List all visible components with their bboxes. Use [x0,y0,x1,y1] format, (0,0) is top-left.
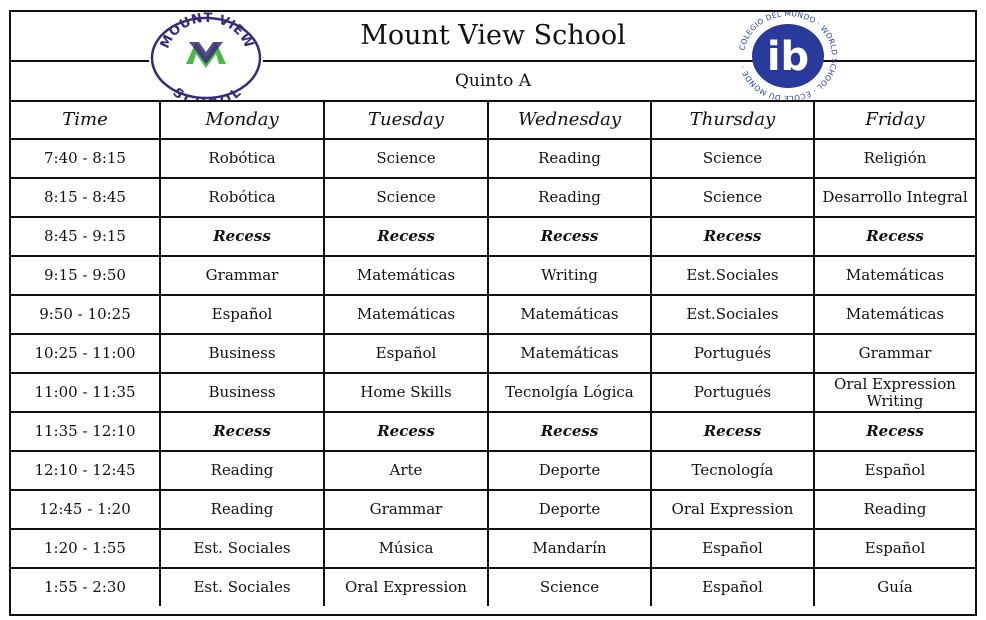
table-row [11,451,975,490]
recess-cell: Recess [488,412,651,451]
subject-cell: Portugués [651,373,814,412]
time-cell: 9:50 - 10:25 [11,295,160,334]
recess-cell: Recess [651,412,814,451]
subject-cell: Reading [488,139,651,178]
table-row [11,490,975,529]
time-cell: 8:45 - 9:15 [11,217,160,256]
subject-cell: Tecnología [651,451,814,490]
recess-cell: Recess [160,217,324,256]
subject-cell: Matemáticas [814,256,975,295]
recess-cell: Recess [814,217,975,256]
subject-cell: Est.Sociales [651,256,814,295]
subject-cell: Español [324,334,488,373]
subject-cell: Guía [814,568,975,606]
subject-cell: Grammar [814,334,975,373]
time-cell: 1:55 - 2:30 [11,568,160,606]
ib-world-school-logo [721,12,855,100]
recess-cell: Recess [324,412,488,451]
subject-cell: Matemáticas [488,334,651,373]
subject-cell: Grammar [160,256,324,295]
subject-cell: Science [651,178,814,217]
recess-cell: Recess [651,217,814,256]
timetable [11,100,975,606]
subject-cell: Matemáticas [324,256,488,295]
ib-mark: ib [766,34,810,80]
subject-cell: Science [324,139,488,178]
header-tuesday: Tuesday [324,100,488,139]
subject-cell: Mandarín [488,529,651,568]
table-row [11,529,975,568]
subject-cell: Reading [160,451,324,490]
subject-cell: Tecnolgía Lógica [488,373,651,412]
subject-cell: Est.Sociales [651,295,814,334]
subject-cell: Home Skills [324,373,488,412]
recess-cell: Recess [814,412,975,451]
subject-cell: Religión [814,139,975,178]
schedule-frame [9,10,977,616]
recess-cell: Recess [324,217,488,256]
subject-cell: Oral Expression Writing [814,373,975,412]
table-row [11,139,975,178]
table-row [11,373,975,412]
table-row [11,334,975,373]
subject-cell: Oral Expression [651,490,814,529]
header-time: Time [11,100,160,139]
schedule-header [11,12,975,102]
time-cell: 8:15 - 8:45 [11,178,160,217]
subject-cell: Matemáticas [814,295,975,334]
header-friday: Friday [814,100,975,139]
table-row [11,568,975,606]
subject-cell: Est. Sociales [160,529,324,568]
subject-cell: Deporte [488,451,651,490]
table-row [11,256,975,295]
subject-cell: Matemáticas [488,295,651,334]
subject-cell: Science [651,139,814,178]
table-row [11,178,975,217]
time-cell: 11:35 - 12:10 [11,412,160,451]
subject-cell: Español [651,529,814,568]
subject-cell: Música [324,529,488,568]
header-wednesday: Wednesday [488,100,651,139]
subject-cell: Robótica [160,139,324,178]
subject-cell: Writing [488,256,651,295]
subject-cell: Oral Expression [324,568,488,606]
time-cell: 9:15 - 9:50 [11,256,160,295]
logo-bottom-text: S L [169,85,245,100]
recess-cell: Recess [160,412,324,451]
subject-cell: Est. Sociales [160,568,324,606]
subject-cell: Matemáticas [324,295,488,334]
time-cell: 1:20 - 1:55 [11,529,160,568]
header-thursday: Thursday [651,100,814,139]
subject-cell: Science [488,568,651,606]
mount-view-logo [149,12,263,100]
subject-cell: Español [814,529,975,568]
recess-row [11,412,975,451]
subject-cell: Reading [814,490,975,529]
time-cell: 11:00 - 11:35 [11,373,160,412]
header-row [11,100,975,139]
subject-cell: Reading [160,490,324,529]
subject-cell: Portugués [651,334,814,373]
subject-cell: Business [160,373,324,412]
ib-ring-text: COLEGIO DEL MUNDO · WORLD SCHOOL · ÉCOLE DU MONDE · [737,12,840,100]
subject-cell: Reading [488,178,651,217]
subject-cell: Science [324,178,488,217]
subject-cell: Business [160,334,324,373]
time-cell: 10:25 - 11:00 [11,334,160,373]
logo-top-text: MOUNT VIEW [157,12,257,52]
subject-cell: Arte [324,451,488,490]
time-cell: 7:40 - 8:15 [11,139,160,178]
schedule-body [11,139,975,606]
school-name: Mount View School [360,20,626,51]
subject-cell: Deporte [488,490,651,529]
subject-cell: Español [160,295,324,334]
subject-cell: Grammar [324,490,488,529]
subject-cell: Español [814,451,975,490]
class-name: Quinto A [454,71,532,91]
recess-row [11,217,975,256]
header-monday: Monday [160,100,324,139]
recess-cell: Recess [488,217,651,256]
time-cell: 12:45 - 1:20 [11,490,160,529]
time-cell: 12:10 - 12:45 [11,451,160,490]
subject-cell: Desarrollo Integral [814,178,975,217]
subject-cell: Robótica [160,178,324,217]
table-row [11,295,975,334]
subject-cell: Español [651,568,814,606]
